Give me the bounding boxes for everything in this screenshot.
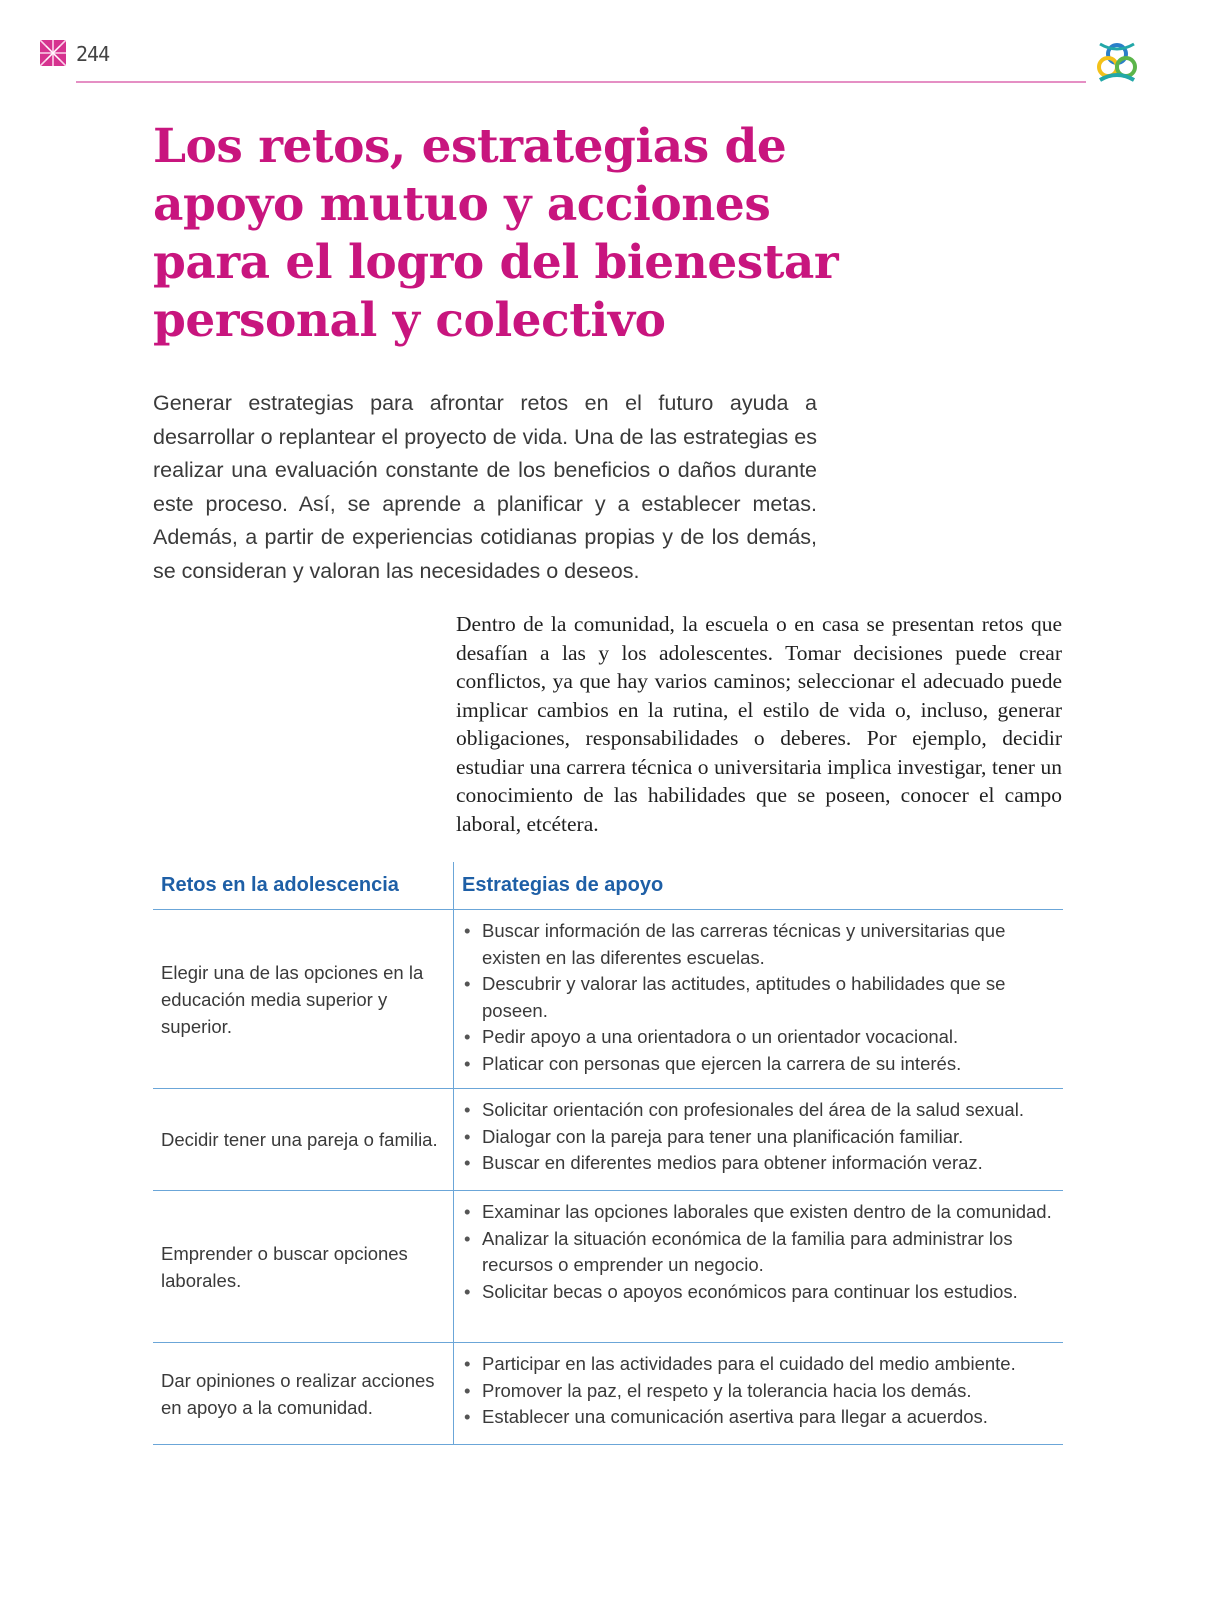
page-header <box>0 0 1214 90</box>
list-item: • Dialogar con la pareja para tener una planificación familiar. <box>462 1124 1055 1151</box>
circle-knot-logo <box>1094 40 1140 86</box>
column-header-estrategias: Estrategias de apoyo <box>462 874 664 896</box>
reto-cell: Decidir tener una pareja o familia. <box>153 1089 454 1190</box>
list-item: • Analizar la situación económica de la familia para administrar los recursos o emprender un negocio. <box>462 1226 1055 1279</box>
list-item: • Establecer una comunicación asertiva para llegar a acuerdos. <box>462 1404 1055 1431</box>
list-item: • Pedir apoyo a una orientadora o un orientador vocacional. <box>462 1024 1055 1051</box>
list-item: • Participar en las actividades para el cuidado del medio ambiente. <box>462 1351 1055 1378</box>
reto-cell: Elegir una de las opciones en la educación media superior y superior. <box>153 910 454 1088</box>
list-item: • Platicar con personas que ejercen la carrera de su interés. <box>462 1051 1055 1078</box>
table-row <box>153 1191 1063 1343</box>
intro-paragraph: Generar estrategias para afrontar retos en el futuro ayuda a desarrollar o replantear el proyecto de vida. Una de las estrategias es realizar una evaluación constante de los beneficios o daños durante este proceso. Así, se aprende a planificar y a establecer metas. Además, a partir de experiencias cotidianas propias y de los demás, se consideran y valoran las necesidades o deseos. <box>153 391 817 583</box>
body-paragraph: Dentro de la comunidad, la escuela o en casa se presentan retos que desafían a las y los adolescentes. Tomar decisiones puede crear conflictos, ya que hay varios caminos; seleccionar el adecuado puede implicar cambios en la rutina, el estilo de vida o, incluso, generar obligaciones, responsabilidades o deberes. Por ejemplo, decidir estudiar una carrera técnica o universitaria implica investigar, tener un conocimiento de las habilidades que se poseen, conocer el campo laboral, etcétera. <box>456 612 1062 836</box>
page-number: 244 <box>76 42 110 66</box>
list-item: • Buscar en diferentes medios para obtener información veraz. <box>462 1150 1055 1177</box>
list-item: • Solicitar becas o apoyos económicos para continuar los estudios. <box>462 1279 1055 1306</box>
estrategias-cell <box>454 1089 1063 1190</box>
table-header-row <box>153 862 1063 910</box>
page-title: Los retos, estrategias de apoyo mutuo y acciones para el logro del bienestar personal y colectivo <box>153 119 839 348</box>
estrategias-cell <box>454 1343 1063 1444</box>
list-item: • Promover la paz, el respeto y la tolerancia hacia los demás. <box>462 1378 1055 1405</box>
table-row <box>153 1343 1063 1445</box>
challenges-table <box>153 862 1063 1445</box>
table-row <box>153 910 1063 1089</box>
column-header-retos: Retos en la adolescencia <box>153 862 454 909</box>
list-item: • Buscar información de las carreras técnicas y universitarias que existen en las diferentes escuelas. <box>462 918 1055 971</box>
estrategias-cell <box>454 1191 1063 1342</box>
header-rule <box>76 81 1086 83</box>
reto-cell: Dar opiniones o realizar acciones en apoyo a la comunidad. <box>153 1343 454 1444</box>
list-item: • Examinar las opciones laborales que existen dentro de la comunidad. <box>462 1199 1055 1226</box>
table-row <box>153 1089 1063 1191</box>
decorative-pattern-icon <box>40 40 66 66</box>
reto-cell: Emprender o buscar opciones laborales. <box>153 1191 454 1342</box>
list-item: • Solicitar orientación con profesionales del área de la salud sexual. <box>462 1097 1055 1124</box>
list-item: • Descubrir y valorar las actitudes, aptitudes o habilidades que se poseen. <box>462 971 1055 1024</box>
estrategias-cell <box>454 910 1063 1088</box>
